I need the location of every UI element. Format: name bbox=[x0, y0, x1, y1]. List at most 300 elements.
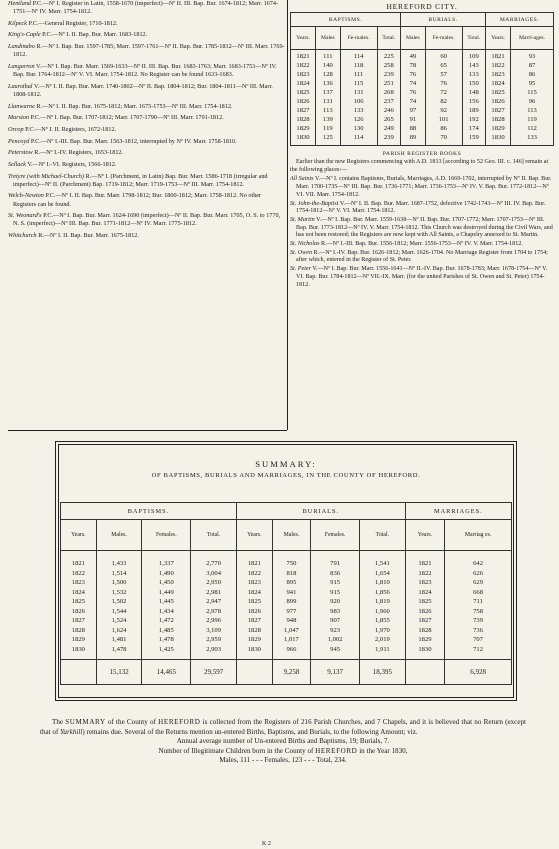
parish-register-books-intro: Earlier than the new Registers commencing with A.D. 1813 [according to 52 Geo. III. c. 146] remain at the following places:— bbox=[290, 159, 549, 173]
sum-total-bur-males: 9,258 bbox=[272, 660, 311, 685]
sum-cell: 1,500 bbox=[111, 579, 127, 586]
sum-total-bur-females: 9,137 bbox=[311, 660, 360, 685]
sum-cell: 2,019 bbox=[374, 636, 390, 643]
parish-book-entry-text: R.—Nº I.-III. Bap. Bur. 1556-1812; Marr. 1556-1753—Nº IV. V. Marr. 1754-1812. bbox=[321, 241, 523, 248]
register-entry bbox=[8, 83, 285, 99]
sum-column-header: Years. bbox=[236, 520, 272, 551]
hc-cell: 1823 bbox=[296, 71, 310, 78]
register-entry-parish: Sellack bbox=[8, 160, 26, 168]
register-entry-text: R.—Nº I. Bap. Bur. 1597-1785; Marr. 1597-1761—Nº II. Bap. Bur. 1785-1812—Nº III. Marr. 1769-1812. bbox=[13, 43, 285, 59]
hc-cell: 74 bbox=[409, 98, 417, 105]
hc-cell: 137 bbox=[322, 89, 333, 96]
hc-cell: 109 bbox=[468, 53, 479, 60]
hc-cell: 246 bbox=[383, 107, 394, 114]
register-entry bbox=[8, 192, 285, 208]
hc-cell: 239 bbox=[383, 71, 394, 78]
left-bottom-rule bbox=[8, 430, 287, 431]
hc-cell: 72 bbox=[440, 89, 447, 96]
sum-total-marriages: 6,928 bbox=[445, 660, 512, 685]
sum-cell: 2,978 bbox=[206, 607, 222, 615]
hc-cell: 1824 bbox=[491, 80, 505, 87]
hc-cell: 174 bbox=[468, 125, 479, 132]
sum-cell: 923 bbox=[330, 626, 341, 634]
sum-total-bur-total: 18,395 bbox=[360, 660, 406, 685]
note-rest-1: is collected from the Registers of 216 Parish Churches, and 7 Chapels, and it is believed that no Return (except that of bbox=[40, 718, 526, 736]
sum-cell: 1,654 bbox=[374, 569, 390, 577]
sum-cell: 1825 bbox=[247, 598, 261, 605]
register-entry-text: P.C.—Nº I. Bap. Bur. Marr. 1624-1690 (imperfect)—Nº II. Bap. Bur. Marr. 1705, O. S. to 1770, N. S. (imperfect)—Nº III. Bap. Bur. 1771-1812—Nº IV. Marr. 1775-1812. bbox=[13, 212, 281, 228]
note-yarkhill: Yarkhill bbox=[60, 727, 83, 736]
sum-cell: 2,996 bbox=[206, 617, 222, 624]
sum-cell: 1825 bbox=[71, 598, 85, 605]
sum-cell: 1822 bbox=[418, 569, 432, 577]
hc-cell: 91 bbox=[409, 116, 417, 123]
sum-column-header: Total. bbox=[360, 520, 406, 551]
hc-column-bur-females bbox=[425, 50, 462, 146]
hc-cell: 192 bbox=[468, 116, 479, 123]
sum-cell: 1,624 bbox=[111, 626, 127, 634]
parish-register-books-title: PARISH REGISTER BOOKS bbox=[382, 151, 462, 157]
hc-cell: 1830 bbox=[491, 134, 505, 141]
hc-cell: 1822 bbox=[296, 62, 310, 69]
parish-register-books-list bbox=[290, 176, 554, 289]
register-entry-text: P.C.—General Register, 1710-1812. bbox=[28, 19, 118, 27]
hc-cell: 265 bbox=[383, 116, 394, 123]
sum-cell: 1823 bbox=[247, 579, 261, 586]
register-entry bbox=[8, 114, 285, 122]
sum-cell: 791 bbox=[330, 560, 341, 567]
sum-cell: 1,544 bbox=[111, 607, 127, 615]
sum-cell: 895 bbox=[286, 579, 297, 586]
hc-cell: 225 bbox=[383, 53, 394, 60]
hc-cell: 49 bbox=[409, 53, 417, 60]
register-entry-parish: Kilpeck bbox=[8, 19, 27, 27]
sum-total-bap-males: 15,132 bbox=[96, 660, 142, 685]
hc-cell: 88 bbox=[409, 125, 417, 132]
hc-column-bap-females bbox=[340, 50, 377, 146]
hc-cell: 76 bbox=[409, 89, 417, 96]
sum-cell: 1,490 bbox=[158, 569, 174, 577]
parish-book-entry-parish: St. John-the-Baptist bbox=[290, 200, 339, 207]
hc-cell: 76 bbox=[409, 71, 417, 78]
sum-cell: 2,947 bbox=[206, 598, 222, 605]
register-entry-text: P.C.—Nº I. Register in Latin, 1558-1670 (imperfect)—Nº II. III. Bap. Bur. 1674-1812; Marr. 1674-1751—Nº IV. Marr. 1754-1812. bbox=[13, 0, 279, 16]
hc-cell: 139 bbox=[322, 116, 333, 123]
hc-cell: 114 bbox=[353, 53, 364, 60]
sum-cell: 736 bbox=[473, 626, 484, 634]
hc-cell: 70 bbox=[440, 134, 447, 141]
sum-cell: 707 bbox=[473, 636, 484, 643]
hc-cell: 82 bbox=[440, 98, 447, 105]
parish-book-entry-parish: All Saints bbox=[290, 176, 314, 183]
sum-total-bap-total: 29,597 bbox=[191, 660, 237, 685]
note-lead: The bbox=[52, 718, 64, 726]
register-entry-parish: Welch-Newton bbox=[8, 192, 44, 200]
sum-cell: 1,481 bbox=[111, 636, 127, 643]
hc-cell: 268 bbox=[383, 89, 394, 96]
sum-cell: 945 bbox=[330, 645, 341, 653]
hc-cell: 239 bbox=[383, 134, 394, 141]
sum-cell: 1,911 bbox=[375, 645, 390, 653]
hc-cell: 1824 bbox=[296, 80, 310, 87]
hc-cell: 119 bbox=[527, 116, 537, 123]
hc-cell: 237 bbox=[383, 98, 394, 105]
parish-book-entry-parish: St. Martin bbox=[290, 216, 315, 223]
sum-cell: 1,502 bbox=[111, 598, 127, 605]
sum-cell: 1,433 bbox=[111, 560, 127, 567]
parish-book-entry-text: R.—Nº I.-IV. Bap. Bur. 1626-1812; Marr. 1626-1704. No Marriage Register from 1704 to 1754; after which, entered in the Register of St. Peter. bbox=[296, 249, 548, 264]
parish-book-entry-text: V.—Nº I. II. Bap. Bur. Marr. 1687-1752, defective 1742-1743—Nº III. IV. Bap. Bur. 1754-1812—Nº V. VI. Marr. 1754-1812. bbox=[296, 200, 546, 215]
hc-column-bur-males bbox=[401, 50, 426, 146]
hc-column-header: Fe-males. bbox=[340, 27, 377, 50]
hc-cell: 130 bbox=[353, 125, 364, 132]
hc-cell: 93 bbox=[528, 53, 536, 60]
note-illegitimate-line bbox=[40, 747, 526, 757]
sum-cell: 1,541 bbox=[374, 560, 390, 567]
parish-book-entry bbox=[290, 201, 554, 216]
register-entry-text: P.C.—Nº I. II. Registers, 1672-1812. bbox=[25, 125, 117, 133]
sum-cell: 1827 bbox=[71, 617, 85, 624]
sum-column-bur-total bbox=[360, 551, 406, 660]
register-entry-parish: Laurothal bbox=[8, 82, 33, 90]
hc-cell: 113 bbox=[323, 107, 333, 114]
hc-cell: 251 bbox=[383, 80, 394, 87]
sum-column-header: Females. bbox=[311, 520, 360, 551]
hc-column-header: Total. bbox=[462, 27, 485, 50]
sum-cell: 920 bbox=[330, 598, 341, 605]
register-entry bbox=[8, 103, 285, 111]
hc-column-header: Males bbox=[316, 27, 341, 50]
hc-cell: 189 bbox=[468, 107, 479, 114]
hc-cell: 249 bbox=[383, 125, 394, 132]
hc-column-header: Years. bbox=[486, 27, 511, 50]
sum-cell: 1829 bbox=[418, 636, 432, 643]
sum-cell: 1,434 bbox=[158, 607, 174, 615]
hereford-city-title: HEREFORD CITY. bbox=[386, 2, 458, 11]
sum-cell: 1823 bbox=[418, 579, 432, 586]
column-divider bbox=[287, 0, 288, 430]
sum-cell: 941 bbox=[286, 588, 297, 596]
sum-cell: 1,514 bbox=[111, 569, 127, 577]
sum-cell: 966 bbox=[286, 645, 297, 653]
parish-book-entry bbox=[290, 176, 554, 199]
sum-cell: 1,524 bbox=[111, 617, 127, 624]
sum-cell: 1829 bbox=[71, 636, 85, 643]
hc-cell: 1823 bbox=[491, 71, 505, 78]
hc-column-header: Marri-ages. bbox=[511, 27, 554, 50]
hc-cell: 78 bbox=[409, 62, 417, 69]
register-entry bbox=[8, 232, 285, 240]
sum-cell: 1,485 bbox=[158, 626, 174, 634]
hereford-city-table bbox=[290, 12, 554, 146]
sum-cell: 626 bbox=[473, 569, 484, 577]
sum-cell: 1827 bbox=[418, 617, 432, 624]
register-entry-parish: Pencoyd bbox=[8, 137, 30, 145]
sum-cell: 758 bbox=[473, 607, 484, 615]
hc-cell: 1829 bbox=[296, 125, 310, 132]
sum-column-bur-females bbox=[311, 551, 360, 660]
sum-cell: 1823 bbox=[71, 579, 85, 586]
sum-cell: 2,903 bbox=[206, 645, 222, 653]
hc-cell: 115 bbox=[353, 80, 364, 87]
hc-cell: 119 bbox=[323, 125, 333, 132]
hc-cell: 1829 bbox=[491, 125, 505, 132]
parish-book-entry-parish: St. Peter bbox=[290, 266, 311, 273]
sum-total-bap-females: 14,465 bbox=[142, 660, 191, 685]
hc-cell: 1825 bbox=[296, 89, 310, 96]
hc-cell: 148 bbox=[468, 89, 479, 96]
hc-column-bap-total bbox=[377, 50, 400, 146]
left-register-list bbox=[8, 0, 285, 430]
sum-cell: 1,472 bbox=[158, 617, 174, 624]
sum-cell: 818 bbox=[286, 569, 297, 577]
hc-cell: 133 bbox=[468, 71, 479, 78]
hc-column-bap-males bbox=[316, 50, 341, 146]
register-entry-text: R.—Nº I. II. Bap. Bur. Marr. 1675-1812. bbox=[38, 231, 139, 239]
hc-cell: 60 bbox=[440, 53, 447, 60]
summary-table bbox=[60, 502, 512, 685]
sum-cell: 1826 bbox=[418, 607, 432, 615]
note-rest-2: ) remains due. Several of the Returns mention un-entered Births, Baptisms, and Burials, to the following Amount; viz. bbox=[82, 727, 418, 736]
hc-column-header: Males bbox=[401, 27, 426, 50]
register-entry-parish: Langarron bbox=[8, 62, 35, 70]
hc-cell: 1826 bbox=[491, 98, 505, 105]
parish-book-entry bbox=[290, 217, 554, 240]
sum-cell: 711 bbox=[473, 598, 483, 605]
hc-cell: 106 bbox=[353, 98, 364, 105]
parish-book-entry-text: V.—Nº I. Bap. Bur. Marr. 1559-1638—Nº II. Bap. Bur. 1707-1772; Marr. 1707-1753—Nº III. Bap. Bur. 1773-1812—Nº IV. V. Marr. 1754-1812. This Church was destroyed during the Civil Wars, and has not been restored; the Registers are now kept with All Saints, a Chapelry annexed to St. Martin. bbox=[296, 216, 553, 239]
sum-cell: 2,981 bbox=[206, 588, 222, 596]
sum-cell: 2,770 bbox=[206, 560, 222, 567]
hc-cell: 113 bbox=[527, 107, 537, 114]
sum-cell: 836 bbox=[330, 569, 341, 577]
summary-subtitle: OF BAPTISMS, BURIALS AND MARRIAGES, IN THE COUNTY OF HEREFORD. bbox=[151, 472, 421, 479]
register-entry bbox=[8, 0, 285, 16]
parish-book-entry-parish: St. Nicholas bbox=[290, 241, 320, 248]
register-entry bbox=[8, 161, 285, 169]
hc-cell: 126 bbox=[353, 116, 364, 123]
register-entry-parish: Marston bbox=[8, 114, 29, 122]
sum-cell: 1828 bbox=[418, 626, 432, 634]
hc-cell: 125 bbox=[322, 134, 333, 141]
sum-column-header: Years. bbox=[405, 520, 444, 551]
hc-column-marriages bbox=[511, 50, 554, 146]
sum-cell: 915 bbox=[330, 588, 341, 596]
sum-cell: 977 bbox=[286, 607, 297, 615]
note-illegit-post: in the Year 1830, bbox=[359, 746, 408, 755]
sum-column-header: Marriag es. bbox=[445, 520, 512, 551]
sum-cell: 1,960 bbox=[374, 607, 390, 615]
hc-cell: 258 bbox=[383, 62, 394, 69]
sum-cell: 1,445 bbox=[158, 598, 174, 605]
sum-cell: 1826 bbox=[247, 607, 261, 615]
register-entry bbox=[8, 126, 285, 134]
sum-cell: 1826 bbox=[71, 607, 85, 615]
hc-cell: 159 bbox=[468, 134, 479, 141]
hc-cell: 133 bbox=[527, 134, 537, 141]
register-entry-text: R.—Nº I.-IV. Registers, 1653-1812. bbox=[34, 149, 124, 157]
register-entry-parish: Orcop bbox=[8, 125, 24, 133]
note-counts-line: Males, 111 - - - Females, 123 - - - Total, 234. bbox=[219, 756, 347, 765]
summary-note-paragraph bbox=[40, 718, 526, 737]
note-mid: of the County of bbox=[107, 718, 156, 726]
sum-column-marriages bbox=[445, 551, 512, 660]
hc-cell: 131 bbox=[322, 98, 333, 105]
register-entry-parish: King's-Caple bbox=[8, 31, 41, 39]
hc-cell: 111 bbox=[323, 53, 333, 60]
hc-cell: 112 bbox=[527, 125, 537, 132]
parish-book-entry bbox=[290, 250, 554, 265]
hc-cell: 95 bbox=[528, 80, 536, 87]
sum-column-bap-males bbox=[96, 551, 142, 660]
hc-cell: 89 bbox=[409, 134, 417, 141]
hc-cell: 96 bbox=[528, 98, 536, 105]
sum-cell: 3,109 bbox=[206, 626, 222, 634]
hc-cell: 92 bbox=[440, 107, 447, 114]
sum-column-header: Males. bbox=[272, 520, 311, 551]
hc-cell: 150 bbox=[468, 80, 479, 87]
hc-marriages-header: MARRIAGES. bbox=[486, 13, 554, 27]
sum-cell: 1830 bbox=[247, 645, 261, 653]
sum-column-bur-years bbox=[236, 551, 272, 660]
register-entry-text: R.—Nº I. (Parchment, in Latin) Bap. Bur. Marr. 1586-1718 (irregular and imperfect)—Nº II. (Parchment) Bap. 1719-1812; Marr. 1719-1753—Nº III. Marr. 1754-1812. bbox=[13, 172, 268, 188]
register-entry bbox=[8, 20, 285, 28]
register-entry-text: P.C.—Nº I. II. Bap. Bur. Marr. 1798-1812; Bur. 1800-1812; Marr. 1758-1812. No other Registers can be found. bbox=[13, 192, 262, 208]
sum-column-bap-total bbox=[191, 551, 237, 660]
register-entry bbox=[8, 173, 285, 189]
sum-cell: 1,819 bbox=[374, 598, 390, 605]
sum-cell: 1,810 bbox=[374, 579, 390, 586]
parish-book-entry-text: V.—Nº I. contains Baptisms, Burials, Marriages, A.D. 1669-1702, interrupted by Nº II. Bap. Bur. Marr. 1700-1735—Nº III. Bap. Bur. 1736-1771; Marr. 1736-1753—Nº IV. V. Bap. Bur. 1772-1812—Nº VI. VII. Marr. 1754-1812. bbox=[296, 176, 552, 198]
hc-cell: 1830 bbox=[296, 134, 310, 141]
right-column bbox=[290, 0, 554, 430]
hc-cell: 74 bbox=[409, 80, 417, 87]
sum-cell: 1,478 bbox=[158, 636, 174, 643]
hc-column-header: Years. bbox=[291, 27, 316, 50]
hc-column-header: Total. bbox=[377, 27, 400, 50]
parish-book-entry-text: V.—Nº I. Bap. Bur. Marr. 1556-1641—Nº II.-IV. Bap. Bur. 1678-1783; Marr. 1678-1754—Nº V. VI. Bap. Bur. 1784-1812—Nº VII.-IX. Marr. (for the united Parishes of St. Owen and St. Peter) 1754-1812. bbox=[296, 266, 548, 288]
sum-cell: 1821 bbox=[247, 560, 261, 567]
sum-cell: 983 bbox=[330, 607, 341, 615]
hc-cell: 87 bbox=[528, 62, 536, 69]
sum-cell: 1825 bbox=[418, 598, 432, 605]
hc-cell: 86 bbox=[440, 125, 447, 132]
sum-cell: 1,337 bbox=[158, 560, 174, 567]
hc-cell: 1826 bbox=[296, 98, 310, 105]
hc-cell: 1825 bbox=[491, 89, 505, 96]
hc-cell: 143 bbox=[468, 62, 479, 69]
sum-column-header: Years. bbox=[61, 520, 97, 551]
sum-cell: 1,970 bbox=[374, 626, 390, 634]
register-entry-text: V.—Nº I.-VI. Registers, 1566-1812. bbox=[27, 160, 117, 168]
sum-baptisms-header: BAPTISMS. bbox=[61, 503, 237, 520]
register-entry-parish: Landinabo bbox=[8, 43, 35, 51]
register-entry-text: P.C.—Nº I. Bap. Bur. 1707-1812; Marr. 1707-1790—Nº III. Marr. 1791-1812. bbox=[30, 114, 224, 122]
sum-column-bap-females bbox=[142, 551, 191, 660]
register-entry bbox=[8, 43, 285, 59]
hc-column-bur-total bbox=[462, 50, 485, 146]
sum-cell: 1,425 bbox=[158, 645, 174, 653]
sum-total-blank bbox=[61, 660, 97, 685]
register-entry bbox=[8, 31, 285, 39]
sum-cell: 1827 bbox=[247, 617, 261, 624]
hc-cell: 97 bbox=[409, 107, 417, 114]
hc-cell: 140 bbox=[322, 62, 333, 69]
sum-cell: 1,449 bbox=[158, 588, 174, 596]
sum-marriages-header: MARRIAGES. bbox=[405, 503, 511, 520]
sum-column-years bbox=[61, 551, 97, 660]
hc-cell: 136 bbox=[322, 80, 333, 87]
hc-column-years bbox=[291, 50, 316, 146]
sum-column-header: Females. bbox=[142, 520, 191, 551]
hc-cell: 131 bbox=[353, 89, 364, 96]
sum-cell: 2,959 bbox=[206, 636, 222, 643]
register-entry-parish: Peterstow bbox=[8, 149, 33, 157]
note-illegit-county: HEREFORD bbox=[315, 746, 358, 755]
sum-cell: 1,532 bbox=[111, 588, 127, 596]
register-entry-text: P.C.—Nº I. II. Bap. Bur. Marr. 1683-1812. bbox=[42, 31, 148, 39]
sum-cell: 1,002 bbox=[327, 636, 343, 643]
hc-cell: 118 bbox=[353, 62, 364, 69]
register-entry-parish: Hentland bbox=[8, 0, 32, 7]
hc-cell: 1821 bbox=[296, 53, 310, 60]
hc-cell: 57 bbox=[440, 71, 447, 78]
sum-cell: 668 bbox=[473, 588, 484, 596]
note-summary-word: SUMMARY bbox=[65, 718, 106, 726]
sum-column-bur-males bbox=[272, 551, 311, 660]
sum-cell: 1829 bbox=[247, 636, 261, 643]
sum-cell: 1,855 bbox=[374, 617, 390, 624]
hc-cell: 1821 bbox=[491, 53, 505, 60]
sum-cell: 1824 bbox=[418, 588, 432, 596]
sum-cell: 1821 bbox=[418, 560, 432, 567]
sum-cell: 1,047 bbox=[284, 626, 299, 634]
sum-cell: 1,017 bbox=[284, 636, 299, 643]
sum-cell: 629 bbox=[473, 579, 484, 586]
summary-notes bbox=[40, 718, 526, 766]
sum-cell: 1824 bbox=[247, 588, 261, 596]
page-number: K 2 bbox=[262, 841, 271, 847]
hc-column-header: Fe-males. bbox=[425, 27, 462, 50]
sum-cell: 1830 bbox=[71, 645, 85, 653]
hc-cell: 111 bbox=[353, 71, 364, 78]
hc-cell: 128 bbox=[322, 71, 333, 78]
sum-total-blank bbox=[236, 660, 272, 685]
register-entry-text: V.—Nº I. Bap. Bur. Marr. 1569-1633—Nº II. III. Bap. Bur. 1683-1763; Marr. 1683-1753—Nº IV. Bap. Bur. 1764-1812—Nº V. VI. Marr. 1754-1812. No Register can be found 1633-1683. bbox=[13, 62, 277, 79]
hc-cell: 1828 bbox=[296, 116, 310, 123]
sum-cell: 907 bbox=[330, 617, 341, 624]
sum-cell: 1822 bbox=[247, 569, 261, 577]
register-entry-text: P.C.—Nº I.-III. Bap. Bur. Marr. 1563-1812, interrupted by Nº IV. Marr. 1758-1810. bbox=[30, 137, 237, 145]
note-illegit-pre: Number of Illegitimate Children born in the County of bbox=[158, 746, 314, 755]
sum-column-marr-years bbox=[405, 551, 444, 660]
hc-column-marr-years bbox=[486, 50, 511, 146]
sum-cell: 1830 bbox=[418, 645, 432, 653]
register-entry bbox=[8, 138, 285, 146]
sum-cell: 1,450 bbox=[158, 579, 174, 586]
hc-burials-header: BURIALS. bbox=[401, 13, 486, 27]
note-county-name: HEREFORD bbox=[158, 718, 201, 726]
sum-cell: 899 bbox=[286, 598, 297, 605]
parish-book-entry bbox=[290, 266, 554, 289]
register-entry-text: V.—Nº I. II. Bap. Bur. Marr. 1740-1802—Nº II. Bap. 1804-1812; Bur. 1804-1811—Nº III. Marr. 1808-1812. bbox=[13, 82, 273, 98]
hc-cell: 133 bbox=[353, 107, 364, 114]
sum-cell: 1,478 bbox=[111, 645, 127, 653]
sum-cell: 3,004 bbox=[206, 569, 222, 577]
sum-cell: 750 bbox=[286, 560, 297, 567]
sum-cell: 1822 bbox=[71, 569, 85, 577]
hc-cell: 1827 bbox=[491, 107, 505, 114]
